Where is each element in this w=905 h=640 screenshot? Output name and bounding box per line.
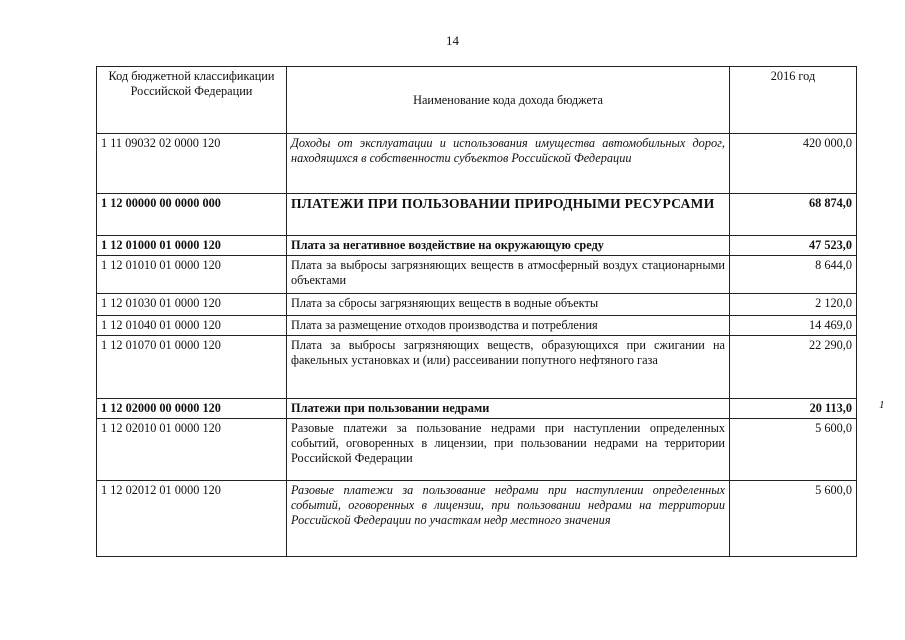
page-number: 14 [446, 33, 459, 48]
row-amount: 420 000,0 [730, 134, 857, 194]
table-row [97, 336, 857, 399]
row-amount: 22 290,0 [730, 336, 857, 399]
row-amount: 68 874,0 [730, 194, 857, 236]
row-code: 1 12 02000 00 0000 120 [97, 399, 287, 419]
table-row [97, 481, 857, 557]
row-code: 1 12 02010 01 0000 120 [97, 419, 287, 481]
row-name: Плата за сбросы загрязняющих веществ в водные объекты [287, 294, 730, 316]
table-row [97, 399, 857, 419]
row-name: Разовые платежи за пользование недрами при наступлении определенных событий, оговоренных в лицензии, при пользовании недрами на территории Российской Федерации по участкам недр местного значения [287, 481, 730, 557]
row-code: 1 12 01040 01 0000 120 [97, 316, 287, 336]
row-code: 1 12 01010 01 0000 120 [97, 256, 287, 294]
header-year: 2016 год [730, 67, 857, 134]
header-name: Наименование кода дохода бюджета [287, 67, 730, 134]
row-code: 1 12 02012 01 0000 120 [97, 481, 287, 557]
row-amount: 8 644,0 [730, 256, 857, 294]
budget-revenue-table [96, 66, 857, 557]
row-amount: 2 120,0 [730, 294, 857, 316]
header-code: Код бюджетной классификации Российской Федерации [97, 67, 287, 134]
table-row [97, 256, 857, 294]
row-name: Платежи при пользовании недрами [287, 399, 730, 419]
table-row [97, 294, 857, 316]
row-amount: 14 469,0 [730, 316, 857, 336]
table-header-row [97, 67, 857, 134]
table-row [97, 316, 857, 336]
row-code: 1 11 09032 02 0000 120 [97, 134, 287, 194]
row-code: 1 12 00000 00 0000 000 [97, 194, 287, 236]
row-name: Плата за размещение отходов производства и потребления [287, 316, 730, 336]
row-amount: 5 600,0 [730, 481, 857, 557]
row-code: 1 12 01070 01 0000 120 [97, 336, 287, 399]
row-name: Плата за негативное воздействие на окружающую среду [287, 236, 730, 256]
margin-mark: 1 [879, 399, 885, 411]
table-row [97, 134, 857, 194]
row-name: ПЛАТЕЖИ ПРИ ПОЛЬЗОВАНИИ ПРИРОДНЫМИ РЕСУРСАМИ [287, 194, 730, 236]
table-row [97, 236, 857, 256]
row-name: Плата за выбросы загрязняющих веществ, образующихся при сжигании на факельных установках и (или) рассеивании попутного нефтяного газа [287, 336, 730, 399]
row-name: Разовые платежи за пользование недрами при наступлении определенных событий, оговоренных в лицензии, при пользовании недрами на территории Российской Федерации [287, 419, 730, 481]
row-amount: 20 113,0 [730, 399, 857, 419]
row-name: Плата за выбросы загрязняющих веществ в атмосферный воздух стационарными объектами [287, 256, 730, 294]
row-amount: 5 600,0 [730, 419, 857, 481]
row-amount: 47 523,0 [730, 236, 857, 256]
row-name: Доходы от эксплуатации и использования имущества автомобильных дорог, находящихся в собственности субъектов Российской Федерации [287, 134, 730, 194]
row-code: 1 12 01000 01 0000 120 [97, 236, 287, 256]
row-code: 1 12 01030 01 0000 120 [97, 294, 287, 316]
table-row [97, 419, 857, 481]
table-row [97, 194, 857, 236]
